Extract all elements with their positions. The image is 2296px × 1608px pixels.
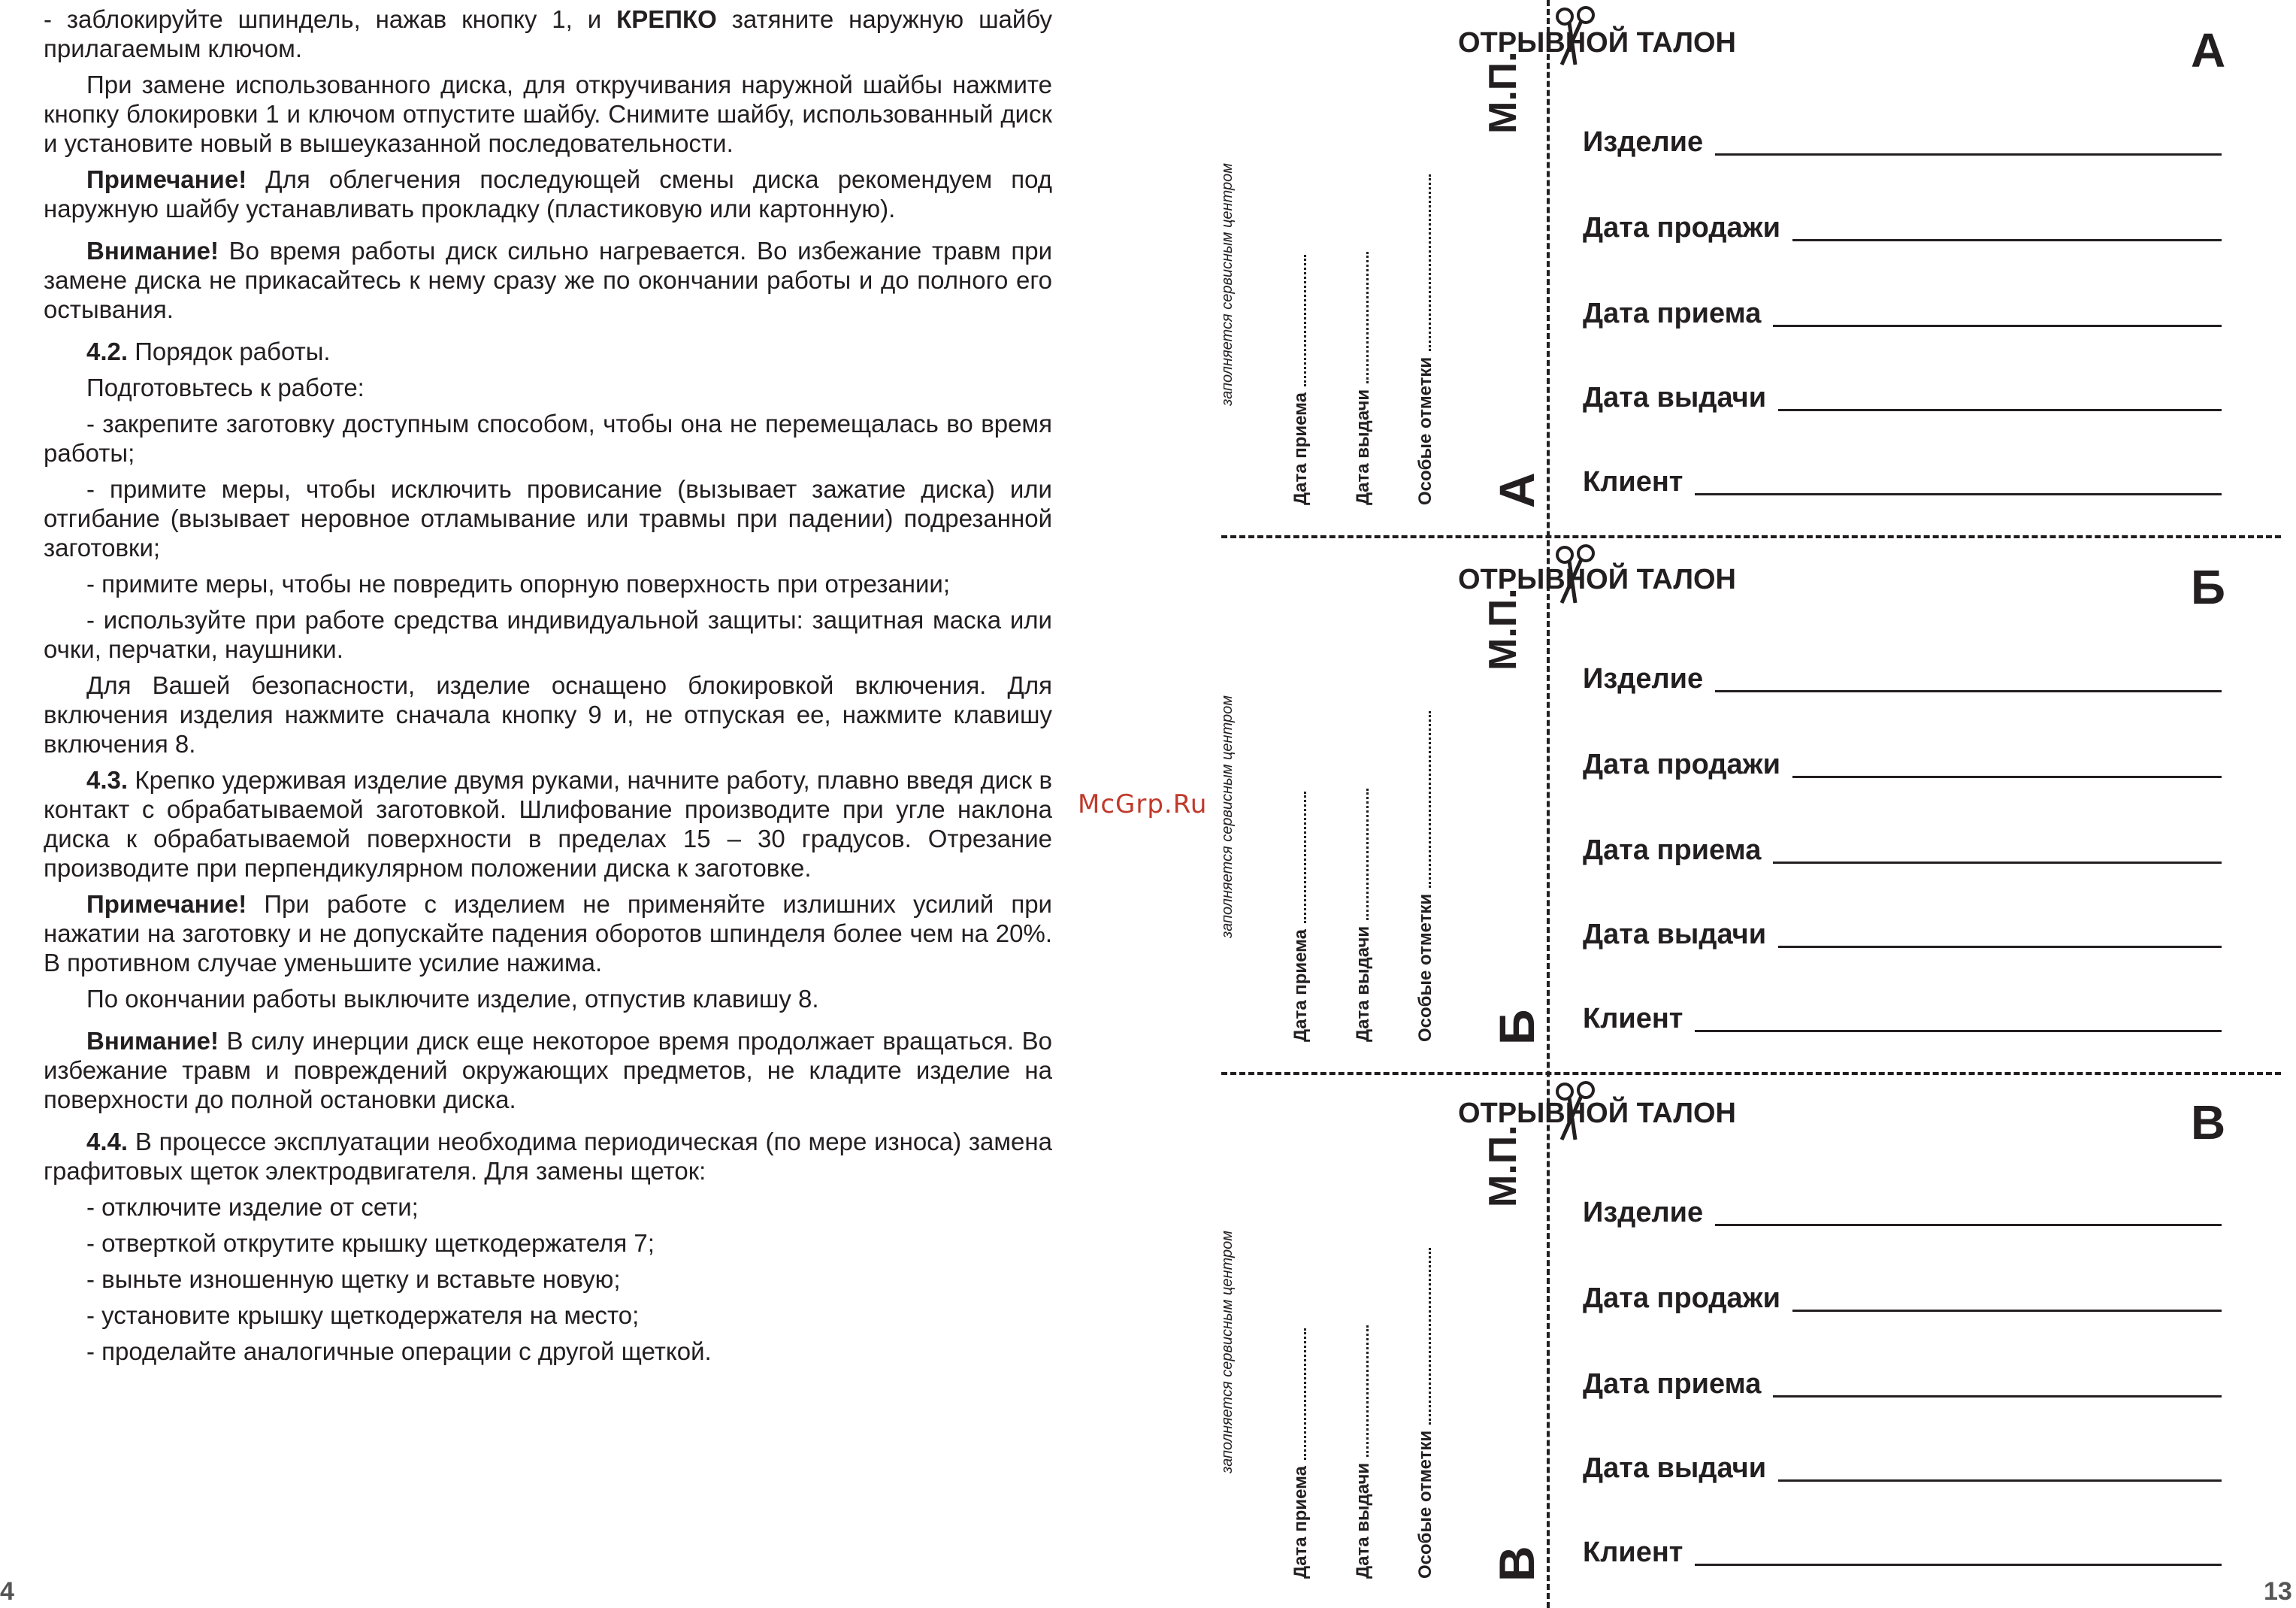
paragraph: Внимание! Во время работы диск сильно нагревается. Во избежание травм при замене диска не прикасайтесь к нему сразу же по окончании работы и до полного его остывания. [44, 237, 1052, 323]
coupon-letter-rotated: А [1489, 472, 1544, 508]
paragraph: - примите меры, чтобы не повредить опорную поверхность при отрезании; [86, 570, 951, 598]
coupon-letter-rotated: В [1489, 1546, 1544, 1582]
paragraph: - заблокируйте шпиндель, нажав кнопку 1, и КРЕПКО затяните наружную шайбу прилагаемым ключом. [44, 5, 1053, 62]
coupon-letter-rotated: Б [1489, 1009, 1544, 1045]
list-item: - отверткой открутите крышку щеткодержателя 7; [86, 1229, 655, 1257]
field-client: Клиент [1583, 1537, 2222, 1569]
paragraph: Примечание! Для облегчения последующей смены диска рекомендуем под наружную шайбу устанавливать прокладку (пластиковую или картонную). [44, 165, 1052, 223]
paragraph: Подготовьтесь к работе: [86, 374, 365, 401]
field-special-notes: Особые отметки [1415, 174, 2296, 505]
page-number-left: 4 [0, 1577, 14, 1606]
field-product: Изделие [1583, 126, 2222, 159]
field-client: Клиент [1583, 1003, 2222, 1035]
service-note: заполняется сервисным центром [1219, 163, 1236, 406]
page-number-right: 13 [2264, 1577, 2292, 1606]
field-client: Клиент [1583, 466, 2222, 498]
paragraph: - используйте при работе средства индивидуальной защиты: защитная маска или очки, перчатки, наушники. [44, 606, 1052, 663]
cut-line-1 [1221, 535, 2281, 538]
paragraph: Внимание! В силу инерции диск еще некоторое время продолжает вращаться. Во избежание травм и повреждений окружающих предметов, не кладите изделие на поверхности до полной остановки диска. [44, 1027, 1052, 1113]
list-item: - выньте изношенную щетку и вставьте новую; [86, 1265, 621, 1293]
paragraph: Для Вашей безопасности, изделие оснащено блокировкой включения. Для включения изделия нажмите сначала кнопку 9 и, не отпуская ее, нажмите клавишу включения 8. [44, 671, 1052, 758]
list-item: - отключите изделие от сети; [86, 1193, 419, 1221]
field-issue-date: Дата выдачи [1353, 789, 1919, 1042]
field-receive-date-row: Дата приема [1583, 834, 2222, 867]
service-note: заполняется сервисным центром [1219, 1231, 1236, 1473]
paragraph: - закрепите заготовку доступным способом, чтобы она не перемещалась во время работы; [44, 410, 1052, 467]
field-receive-date: Дата приема [1290, 255, 2296, 505]
coupon-letter: В [2191, 1095, 2226, 1149]
field-issue-date-row: Дата выдачи [1583, 382, 2222, 414]
section-heading: 4.2. Порядок работы. [86, 338, 331, 365]
stamp-place: М.П. [1481, 51, 1525, 134]
list-item: - проделайте аналогичные операции с другой щеткой. [86, 1337, 712, 1365]
coupon-title: ОТРЫВНОЙ ТАЛОН [1457, 564, 1737, 595]
field-special-notes: Особые отметки [1415, 711, 1981, 1042]
coupon-letter: Б [2191, 560, 2225, 614]
field-issue-date: Дата выдачи [1353, 252, 2296, 505]
field-sale-date: Дата продажи [1583, 212, 2222, 244]
field-receive-date: Дата приема [1290, 792, 1856, 1042]
field-receive-date: Дата приема [1290, 1328, 1320, 1579]
field-product: Изделие [1583, 663, 2222, 695]
paragraph: 4.3. Крепко удерживая изделие двумя руками, начните работу, плавно введя диск в контакт с обрабатываемой заготовкой. Шлифование производите при угле наклона диска к обрабатываемой поверхности в пределах 15 – 30 градусов. Отрезание производите при перпендикулярном положении диска к заготовке. [44, 766, 1052, 882]
field-sale-date: Дата продажи [1583, 749, 2222, 781]
field-receive-date-row: Дата приема [1583, 298, 2222, 330]
field-issue-date: Дата выдачи [1353, 1325, 1382, 1579]
paragraph: - примите меры, чтобы исключить провисание (вызывает зажатие диска) или отгибание (вызывает неровное отламывание или травмы при падении) подрезанной заготовки; [44, 475, 1052, 562]
stamp-place: М.П. [1481, 1125, 1525, 1207]
coupon-title: ОТРЫВНОЙ ТАЛОН [1457, 1098, 1737, 1129]
field-receive-date-row: Дата приема [1583, 1368, 2222, 1401]
field-special-notes: Особые отметки [1415, 1248, 1444, 1579]
coupon-title: ОТРЫВНОЙ ТАЛОН [1457, 27, 1737, 59]
paragraph: При замене использованного диска, для откручивания наружной шайбы нажмите кнопку блокировки 1 и ключом отпустите шайбу. Снимите шайбу, использованный диск и установите новый в вышеуказанной последовательности. [44, 71, 1052, 157]
field-product: Изделие [1583, 1197, 2222, 1229]
paragraph: По окончании работы выключите изделие, отпустив клавишу 8. [86, 985, 819, 1013]
paragraph: 4.4. В процессе эксплуатации необходима периодическая (по мере износа) замена графитовых щеток электродвигателя. Для замены щеток: [44, 1128, 1052, 1185]
field-sale-date: Дата продажи [1583, 1282, 2222, 1315]
watermark: McGrp.Ru [1078, 789, 1208, 819]
left-page-text [44, 5, 1052, 1366]
paragraph: Примечание! При работе с изделием не применяйте излишних усилий при нажатии на заготовку и не допускайте падения оборотов шпинделя более чем на 20%. В противном случае уменьшите усилие нажима. [44, 890, 1052, 977]
list-item: - установите крышку щеткодержателя на место; [86, 1301, 640, 1329]
coupon-letter: А [2191, 23, 2226, 77]
cut-line-2 [1221, 1072, 2281, 1075]
service-note: заполняется сервисным центром [1219, 695, 1236, 938]
stamp-place: М.П. [1481, 588, 1525, 671]
field-issue-date-row: Дата выдачи [1583, 919, 2222, 951]
field-issue-date-row: Дата выдачи [1583, 1452, 2222, 1485]
